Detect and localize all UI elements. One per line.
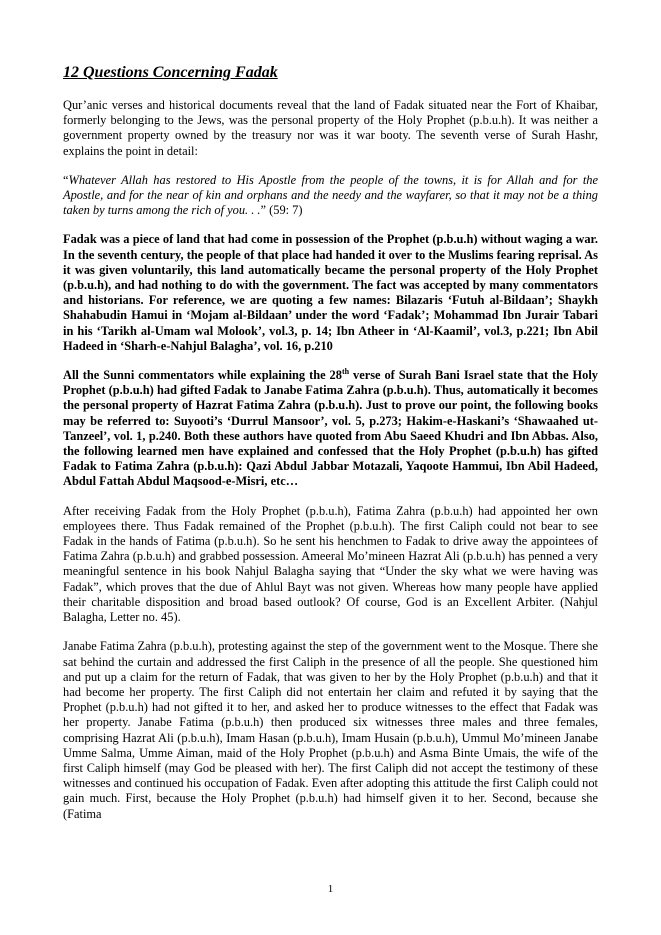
document-body (63, 98, 598, 836)
paragraph-sunni-text-a: All the Sunni commentators while explaining the 28 (63, 368, 342, 383)
paragraph-after-receiving: After receiving Fadak from the Holy Prophet (p.b.u.h), Fatima Zahra (p.b.u.h) had appointed her own employees there. Thus Fadak remained of the Prophet (p.b.u.h). The first Caliph could not bear to see Fadak in the hands of Fatima (p.b.u.h). So he sent his henchmen to Fadak to drive away the appointees of Fatima Zahra (p.b.u.h) and grabbed possession. Ameeral Mo’mineen Hazrat Ali (p.b.u.h) has penned a very meaningful sentence in his book Nahjul Balagha saying that “Under the sky what we were having was Fadak”, which proves that the due of Ahlul Bayt was not given. Whereas how many people have applied their charitable disposition and broad based outlook? Of course, God is an Excellent Arbiter. (Nahjul Balagha, Letter no. 45). (63, 503, 598, 625)
paragraph-quote (63, 173, 598, 219)
paragraph-sunni-commentators (63, 368, 598, 490)
paragraph-intro: Qur’anic verses and historical documents reveal that the land of Fadak situated near the Fort of Khaibar, formerly belonging to the Jews, was the personal property of the Holy Prophet (p.b.u.h). It was neither a government property owned by the treasury nor was it war booty. The seventh verse of Surah Hashr, explains the point in detail: (63, 98, 598, 158)
ordinal-superscript: th (341, 366, 350, 376)
paragraph-fadak-history: Fadak was a piece of land that had come in possession of the Prophet (p.b.u.h) without waging a war. In the seventh century, the people of that place had handed it over to the Muslims fearing reprisal. As it was given voluntarily, this land automatically became the personal property of the Holy Prophet (p.b.u.h), and had nothing to do with the government. The fact was accepted by many commentators and historians. For reference, we are quoting a few names: Bilazaris ‘Futuh al-Bildaan’; Shaykh Shahabudin Hamui in ‘Mojam al-Bildaan’ under the word ‘Fadak’; Mohammad Ibn Jurair Tabari in his ‘Tarikh al-Umam wal Molook’, vol.3, p. 14; Ibn Atheer in ‘Al-Kaamil’, vol.3, p.221; Ibn Abil Hadeed in ‘Sharh-e-Nahjul Balagha’, vol. 16, p.210 (63, 232, 598, 353)
paragraph-sunni-text-b: verse of Surah Bani Israel state that the Holy Prophet (p.b.u.h) had gifted Fadak to Janabe Fatima Zahra (p.b.u.h). Thus, automatically it becomes the personal property of Hazrat Fatima Zahra (p.b.u.h). Just to prove our point, the following books may be referred to: Suyooti’s ‘Durrul Mansoor’, vol. 5, p.273; Hakim-e-Haskani’s ‘Shawaahed ut-Tanzeel’, vol. 1, p.240. Both these authors have quoted from Abu Saeed Khudri and Ibn Abbas. Also, the following learned men have explained and confessed that the Holy Prophet (p.b.u.h) has gifted Fadak to Fatima Zahra (p.b.u.h): Qazi Abdul Jabbar Motazali, Yaqoote Hammui, Ibn Abil Hadeed, Abdul Fattah Abdul Maqsood-e-Misri, etc… (63, 368, 598, 489)
paragraph-protest: Janabe Fatima Zahra (p.b.u.h), protesting against the step of the government went to the Mosque. There she sat behind the curtain and addressed the first Caliph in the presence of all the people. She questioned him and put up a claim for the return of Fadak, that was given to her by the Holy Prophet (p.b.u.h) and that it had become her property. The first Caliph did not entertain her claim and refuted it by saying that the Prophet (p.b.u.h) had not gifted it to her, and asked her to produce witnesses to the effect that Fadak was her property. Janabe Fatima (p.b.u.h) then produced six witnesses three males and three females, comprising Hazrat Ali (p.b.u.h), Imam Hasan (p.b.u.h), Imam Husain (p.b.u.h), Ummul Mo’mineen Janabe Umme Salma, Umme Aiman, maid of the Holy Prophet (p.b.u.h) and Asma Binte Umais, the wife of the first Caliph himself (may God be pleased with her). The first Caliph did not accept the testimony of these witnesses and continued his occupation of Fadak. Even after adopting this attitude the first Caliph could not gain much. First, because the Holy Prophet (p.b.u.h) had himself given it to her. Second, because she (Fatima (63, 639, 598, 821)
quote-citation: ” (59: 7) (260, 203, 303, 218)
quote-text: Whatever Allah has restored to His Apostle from the people of the towns, it is for Allah and for the Apostle, and for the near of kin and orphans and the needy and the wayfarer, so that it may not be a thing taken by turns among the rich of you. . . (63, 172, 598, 218)
page-number: 1 (327, 883, 334, 895)
quote-open-mark: “ (63, 172, 69, 187)
page-title: 12 Questions Concerning Fadak (63, 64, 278, 81)
